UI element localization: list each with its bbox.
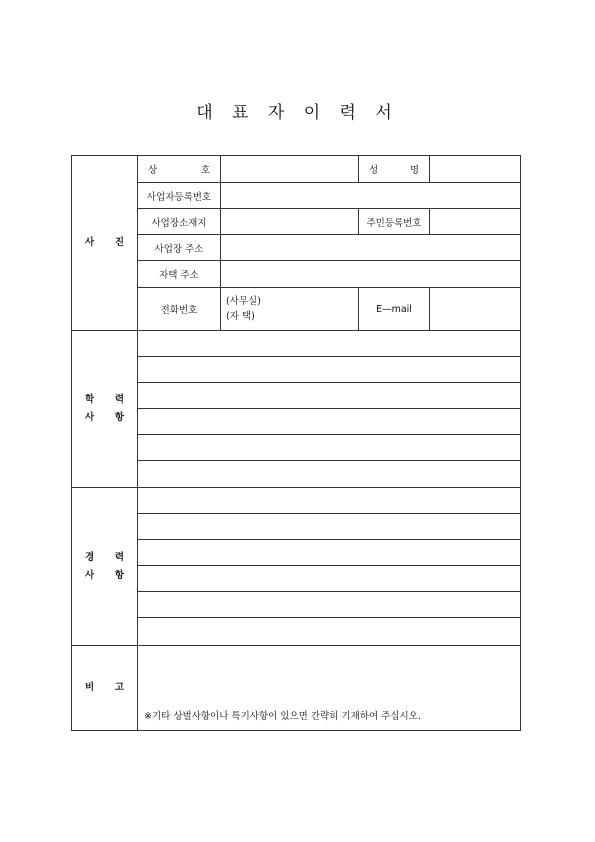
education-row-3[interactable] <box>138 383 521 409</box>
remarks-section <box>72 646 138 731</box>
business-address-label: 사업장 주소 <box>138 235 221 261</box>
phone-field[interactable] <box>221 288 359 331</box>
business-reg-no-label: 사업자등록번호 <box>138 183 221 209</box>
education-label-line1: 학 력 <box>85 394 124 405</box>
career-row-2[interactable] <box>138 514 521 540</box>
business-reg-no-field[interactable] <box>221 183 521 209</box>
phone-label: 전화번호 <box>138 288 221 331</box>
company-name-field[interactable] <box>221 156 359 183</box>
education-row-4[interactable] <box>138 409 521 435</box>
name-field[interactable] <box>430 156 521 183</box>
remarks-note: ※기타 상벌사항이나 특기사항이 있으면 간략히 기재하여 주십시오. <box>144 711 421 722</box>
phone-home-label: (자 택) <box>226 311 255 322</box>
education-label-line2: 사 항 <box>85 412 124 423</box>
remarks-field[interactable] <box>138 646 521 731</box>
career-label-line2: 사 항 <box>85 569 124 581</box>
resume-form <box>71 155 521 731</box>
photo-label: 사 진 <box>85 237 124 248</box>
company-name-label: 상 호 <box>138 156 221 183</box>
photo-cell[interactable] <box>72 156 138 331</box>
career-label-line1: 경 력 <box>85 551 124 563</box>
career-row-5[interactable] <box>138 592 521 618</box>
education-section <box>72 331 138 488</box>
business-location-field[interactable] <box>221 209 359 235</box>
education-row-2[interactable] <box>138 357 521 383</box>
career-section <box>72 488 138 646</box>
remarks-label: 비 고 <box>85 682 124 693</box>
career-row-4[interactable] <box>138 566 521 592</box>
career-row-6[interactable] <box>138 618 521 646</box>
career-row-1[interactable] <box>138 488 521 514</box>
education-row-6[interactable] <box>138 461 521 488</box>
business-address-field[interactable] <box>221 235 521 261</box>
resident-reg-no-label: 주민등록번호 <box>359 209 430 235</box>
education-row-1[interactable] <box>138 331 521 357</box>
email-label: E—mail <box>359 288 430 331</box>
resident-reg-no-field[interactable] <box>430 209 521 235</box>
home-address-field[interactable] <box>221 261 521 288</box>
education-row-5[interactable] <box>138 435 521 461</box>
career-row-3[interactable] <box>138 540 521 566</box>
phone-office-label: (사무실) <box>226 296 261 307</box>
home-address-label: 자택 주소 <box>138 261 221 288</box>
business-location-label: 사업장소재지 <box>138 209 221 235</box>
name-label: 성 명 <box>359 156 430 183</box>
email-field[interactable] <box>430 288 521 331</box>
document-title: 대 표 자 이 력 서 <box>196 103 399 123</box>
